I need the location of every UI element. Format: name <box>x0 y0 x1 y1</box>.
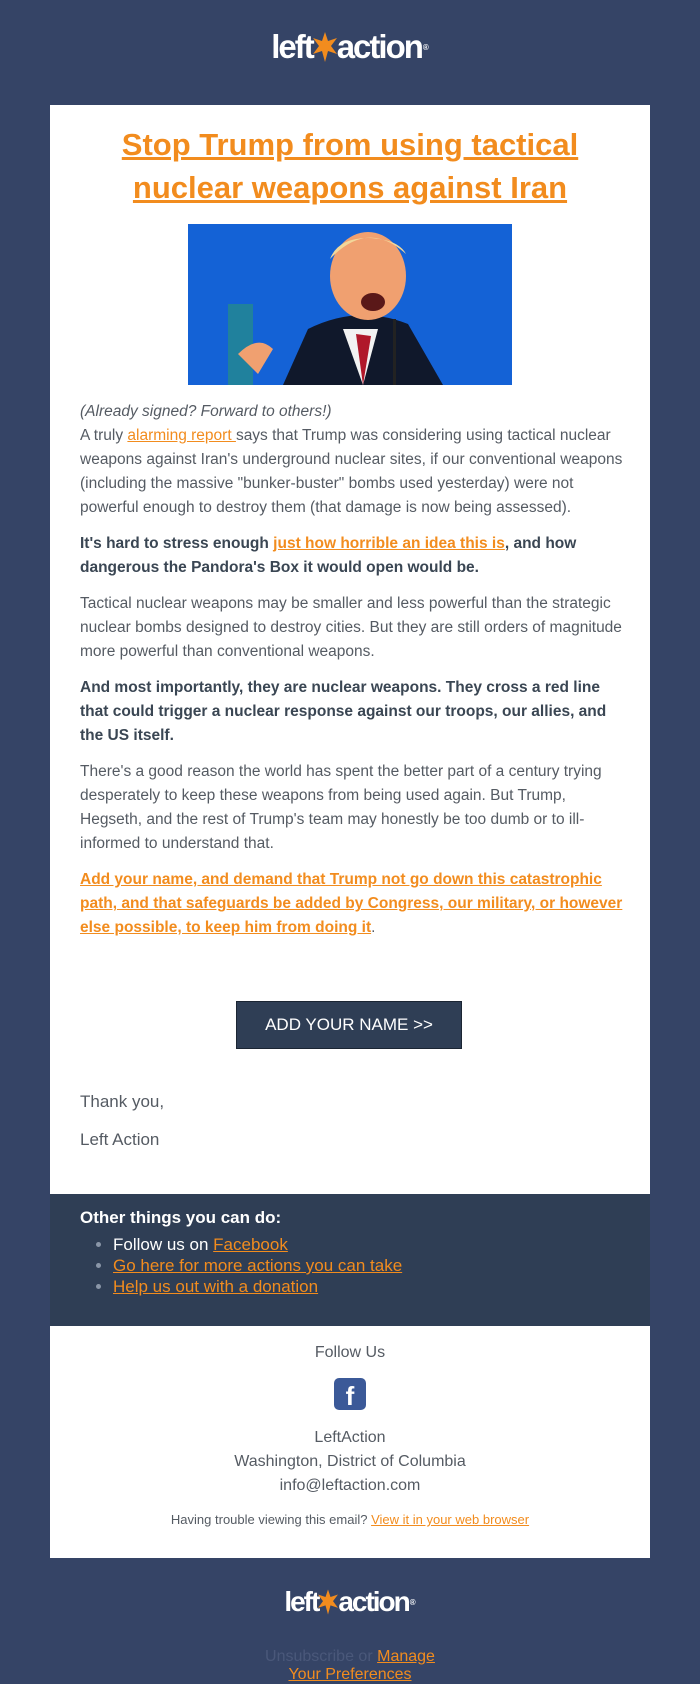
signoff <box>80 1090 164 1166</box>
logo-left-text: left <box>271 28 313 65</box>
paragraph-5: There's a good reason the world has spent the better part of a century trying desperately to keep these weapons from being used again. But Trump, Hegseth, and the rest of Trump's team may honestly be too dumb or to ill-informed to understand that. <box>80 763 602 852</box>
facebook-icon[interactable]: f <box>334 1378 366 1410</box>
speaker-photo-icon <box>188 224 512 385</box>
paragraph-1 <box>80 424 625 520</box>
leftaction-logo-top[interactable] <box>0 28 700 66</box>
logo-right-text: action <box>336 28 422 65</box>
manage-preferences-link-1[interactable]: Manage <box>377 1648 435 1665</box>
paragraph-3: Tactical nuclear weapons may be smaller and less powerful than the strategic nuclear bombs designed to destroy cities. But they are still orders of magnitude more powerful than conventional weapons. <box>80 595 622 660</box>
body-text <box>80 400 625 952</box>
address-block <box>50 1426 650 1498</box>
other-actions-list <box>80 1234 402 1297</box>
registered-mark: ® <box>409 1597 416 1607</box>
leftaction-logo-bottom[interactable] <box>0 1586 700 1618</box>
list-item <box>113 1234 402 1255</box>
hero-image <box>188 224 512 385</box>
more-actions-link[interactable]: Go here for more actions you can take <box>113 1256 403 1275</box>
view-in-browser-link[interactable]: View it in your web browser <box>371 1512 530 1527</box>
trouble-viewing <box>50 1512 650 1527</box>
follow-us-text: Follow us on <box>113 1235 214 1254</box>
p1-text-pre: A truly <box>80 427 128 444</box>
alarming-report-link[interactable]: alarming report <box>127 427 236 444</box>
or-text: or <box>353 1648 378 1665</box>
list-item <box>113 1255 402 1276</box>
follow-us-title: Follow Us <box>314 1344 386 1361</box>
signature: Left Action <box>80 1130 160 1149</box>
already-signed-note: (Already signed? Forward to others!) <box>80 403 332 420</box>
org-email: info@leftaction.com <box>279 1477 421 1494</box>
p2-text-post: , and how dangerous the Pandora's Box it would open would be. <box>80 535 577 576</box>
other-actions-panel <box>50 1194 650 1326</box>
p6-text-post: . <box>371 919 376 936</box>
manage-preferences-link-2[interactable]: Your Preferences <box>288 1666 412 1683</box>
other-actions-title: Other things you can do: <box>80 1208 282 1227</box>
logo-left-text: left <box>284 1586 319 1617</box>
logo-right-text: action <box>338 1586 409 1617</box>
footer-card <box>50 1326 650 1558</box>
horrible-idea-link[interactable]: just how horrible an idea this is <box>273 535 505 552</box>
unsubscribe-link[interactable]: Unsubscribe <box>265 1648 354 1665</box>
starburst-icon <box>318 1589 338 1615</box>
p2-text-pre: It's hard to stress enough <box>80 535 274 552</box>
main-card <box>50 105 650 1194</box>
p1-text-post: says that Trump was considering using tactical nuclear weapons against Iran's underground nuclear sites, if our conventional weapons (including the massive "bunker-buster" bombs used yesterday) were not powerful enough to destroy them (that damage is now being assessed). <box>80 427 623 516</box>
starburst-icon <box>313 32 337 62</box>
paragraph-4: And most importantly, they are nuclear weapons. They cross a red line that could trigger a nuclear response against our troops, our allies, and the US itself. <box>80 679 607 744</box>
add-your-name-link[interactable]: Add your name, and demand that Trump not go down this catastrophic path, and that safeguards be added by Congress, our military, or however else possible, to keep him from doing it <box>80 871 623 936</box>
org-name: LeftAction <box>314 1429 386 1446</box>
trouble-text: Having trouble viewing this email? <box>170 1512 372 1527</box>
thanks-text: Thank you, <box>80 1092 165 1111</box>
paragraph-6 <box>80 868 625 940</box>
unsubscribe-block <box>0 1648 700 1684</box>
headline-link[interactable]: Stop Trump from using tactical nuclear weapons against Iran <box>121 127 579 205</box>
registered-mark: ® <box>422 42 429 52</box>
add-your-name-button[interactable]: ADD YOUR NAME >> <box>236 1001 462 1049</box>
org-city: Washington, District of Columbia <box>234 1453 466 1470</box>
facebook-link[interactable]: Facebook <box>213 1235 288 1254</box>
list-item <box>113 1276 402 1297</box>
paragraph-2 <box>80 532 625 580</box>
donation-link[interactable]: Help us out with a donation <box>113 1277 319 1296</box>
